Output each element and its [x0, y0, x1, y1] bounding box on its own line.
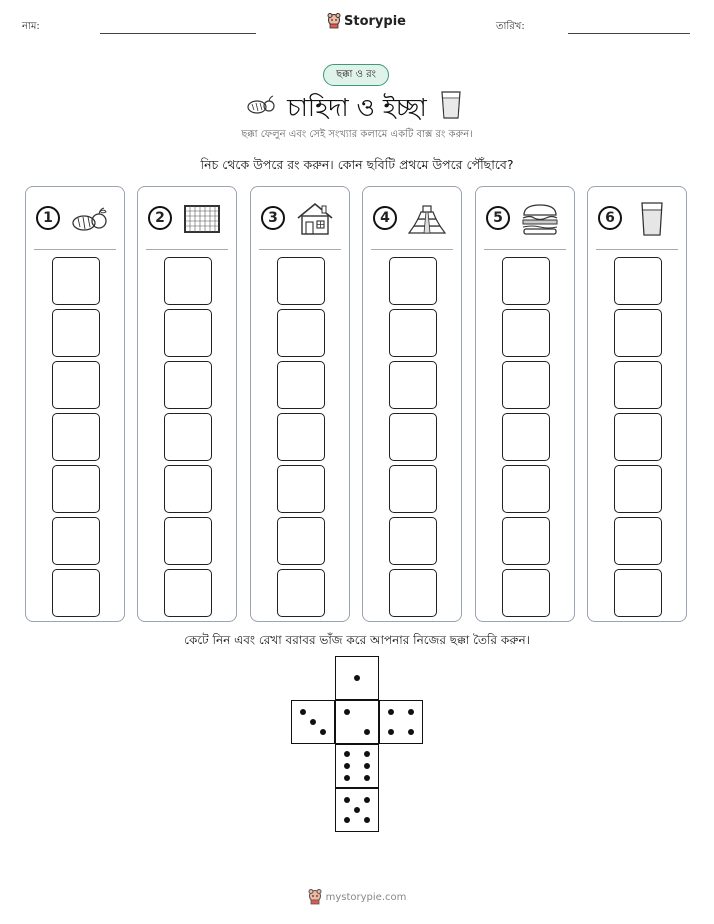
column-1 [25, 186, 125, 622]
die-pip [408, 729, 414, 735]
brand-name: Storypie [344, 13, 406, 29]
die-pip [344, 817, 350, 823]
column-2 [137, 186, 237, 622]
color-box[interactable] [502, 309, 550, 357]
die-face-4 [379, 700, 423, 744]
color-box[interactable] [502, 413, 550, 461]
color-box[interactable] [52, 361, 100, 409]
subtitle: ছক্কা ফেলুন এবং সেই সংখ্যার কলামে একটি বাক্স রং করুন। [241, 129, 473, 140]
column-4 [362, 186, 462, 622]
color-box[interactable] [614, 361, 662, 409]
color-box[interactable] [277, 465, 325, 513]
cut-instruction: কেটে নিন এবং রেখা বরাবর ভাঁজ করে আপনার নিজের ছক্কা তৈরি করুন। [184, 633, 530, 647]
color-box[interactable] [164, 413, 212, 461]
color-box[interactable] [277, 413, 325, 461]
die-pip [310, 719, 316, 725]
color-box[interactable] [502, 569, 550, 617]
color-box[interactable] [614, 517, 662, 565]
color-box[interactable] [164, 569, 212, 617]
column-divider [146, 249, 228, 250]
storypie-mascot-icon [308, 889, 322, 905]
column-6 [587, 186, 687, 622]
color-box[interactable] [389, 257, 437, 305]
die-face-3 [291, 700, 335, 744]
color-box[interactable] [502, 517, 550, 565]
color-box[interactable] [614, 569, 662, 617]
color-box[interactable] [52, 465, 100, 513]
footer-url[interactable]: mystorypie.com [325, 891, 407, 903]
color-box[interactable] [52, 309, 100, 357]
die-pip [300, 709, 306, 715]
column-divider [259, 249, 341, 250]
glass-of-water-icon [632, 201, 672, 237]
footer [0, 889, 714, 908]
page-title: চাহিদা ও ইচ্ছা [287, 93, 427, 122]
die-pip [364, 817, 370, 823]
column-number: 4 [373, 206, 397, 230]
die-pip [344, 763, 350, 769]
column-3 [250, 186, 350, 622]
color-box[interactable] [389, 361, 437, 409]
color-box[interactable] [277, 517, 325, 565]
color-box[interactable] [389, 309, 437, 357]
die-face-2 [335, 700, 379, 744]
color-box[interactable] [502, 257, 550, 305]
die-pip [344, 709, 350, 715]
column-divider [371, 249, 453, 250]
color-box[interactable] [389, 569, 437, 617]
die-pip [364, 763, 370, 769]
die-pip [388, 729, 394, 735]
color-box[interactable] [164, 361, 212, 409]
die-pip [364, 729, 370, 735]
die-pip [388, 709, 394, 715]
die-pip [344, 751, 350, 757]
color-box[interactable] [277, 309, 325, 357]
color-box[interactable] [389, 413, 437, 461]
die-pip [364, 797, 370, 803]
food-icon [70, 201, 110, 237]
die-pip [364, 751, 370, 757]
die-face-1 [335, 656, 379, 700]
column-number: 3 [261, 206, 285, 230]
goal-net-icon [182, 201, 222, 237]
die-pip [344, 775, 350, 781]
color-box[interactable] [52, 257, 100, 305]
color-box[interactable] [614, 465, 662, 513]
color-box[interactable] [277, 257, 325, 305]
die-face-5 [335, 788, 379, 832]
color-box[interactable] [389, 465, 437, 513]
color-box[interactable] [502, 361, 550, 409]
storypie-mascot-icon [327, 13, 341, 29]
color-box[interactable] [277, 361, 325, 409]
color-box[interactable] [614, 257, 662, 305]
die-pip [320, 729, 326, 735]
die-pip [354, 807, 360, 813]
die-pip [408, 709, 414, 715]
instruction: নিচ থেকে উপরে রং করুন। কোন ছবিটি প্রথমে উপরে পৌঁছাবে? [200, 157, 514, 172]
column-number: 1 [36, 206, 60, 230]
column-divider [34, 249, 116, 250]
name-label: নাম: [22, 21, 40, 32]
date-line[interactable] [568, 33, 690, 34]
color-box[interactable] [164, 517, 212, 565]
color-box[interactable] [502, 465, 550, 513]
die-pip [364, 775, 370, 781]
column-5 [475, 186, 575, 622]
color-box[interactable] [389, 517, 437, 565]
name-line[interactable] [100, 33, 256, 34]
column-number: 5 [486, 206, 510, 230]
die-pip [354, 675, 360, 681]
color-box[interactable] [164, 309, 212, 357]
column-number: 6 [598, 206, 622, 230]
glass-of-water-icon [440, 90, 462, 120]
house-icon [295, 201, 335, 237]
color-box[interactable] [277, 569, 325, 617]
column-number: 2 [148, 206, 172, 230]
activity-badge: ছক্কা ও রং [323, 64, 389, 86]
pyramid-icon [407, 201, 447, 237]
die-pip [344, 797, 350, 803]
die-face-6 [335, 744, 379, 788]
color-box[interactable] [52, 517, 100, 565]
column-divider [484, 249, 566, 250]
sandwich-icon [520, 201, 560, 237]
color-box[interactable] [52, 413, 100, 461]
color-box[interactable] [614, 309, 662, 357]
color-box[interactable] [52, 569, 100, 617]
color-box[interactable] [164, 257, 212, 305]
date-label: তারিখ: [496, 21, 525, 32]
brand-logo [327, 13, 406, 29]
color-box[interactable] [164, 465, 212, 513]
column-divider [596, 249, 678, 250]
color-box[interactable] [614, 413, 662, 461]
